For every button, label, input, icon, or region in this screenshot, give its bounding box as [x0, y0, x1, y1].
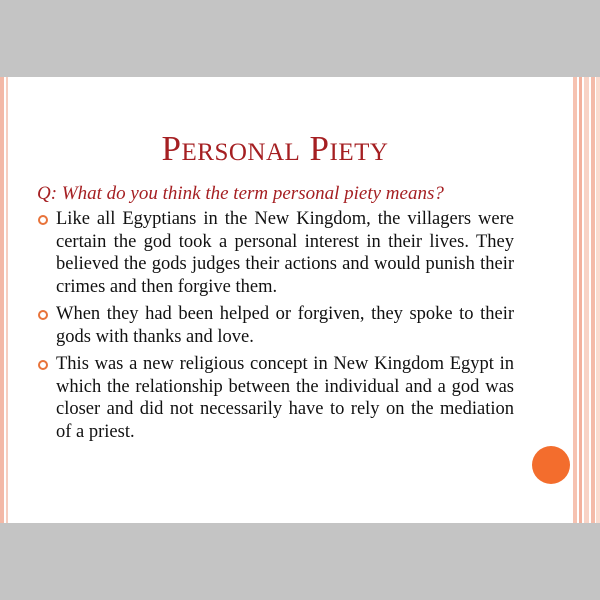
bullet-item [37, 208, 514, 298]
hollow-circle-bullet-icon [38, 310, 48, 320]
right-border-stripe [584, 77, 589, 523]
bullet-item [37, 353, 514, 443]
left-border-stripe [0, 77, 4, 523]
bullet-text: This was a new religious concept in New Kingdom Egypt in which the relationship between the individual and a god was closer and did not necessarily have to rely on the mediation of a priest. [56, 354, 514, 442]
hollow-circle-bullet-icon [38, 215, 48, 225]
bullet-text: When they had been helped or forgiven, they spoke to their gods with thanks and love. [56, 304, 514, 347]
right-border-stripe [591, 77, 595, 523]
bullet-list [37, 208, 514, 448]
right-border-stripe [596, 77, 600, 523]
bullet-item [37, 303, 514, 348]
hollow-circle-bullet-icon [38, 360, 48, 370]
bullet-text: Like all Egyptians in the New Kingdom, the villagers were certain the god took a personal interest in their lives. They believed the gods judges their actions and would punish their crimes and then forgive them. [56, 209, 514, 297]
right-border-stripe [573, 77, 577, 523]
slide [0, 77, 600, 523]
right-border-stripe [579, 77, 582, 523]
left-border-stripe [6, 77, 8, 523]
question-text: Q: What do you think the term personal piety means? [37, 183, 444, 204]
slide-title: Personal Piety [161, 129, 389, 168]
orange-circle-icon [532, 446, 570, 484]
